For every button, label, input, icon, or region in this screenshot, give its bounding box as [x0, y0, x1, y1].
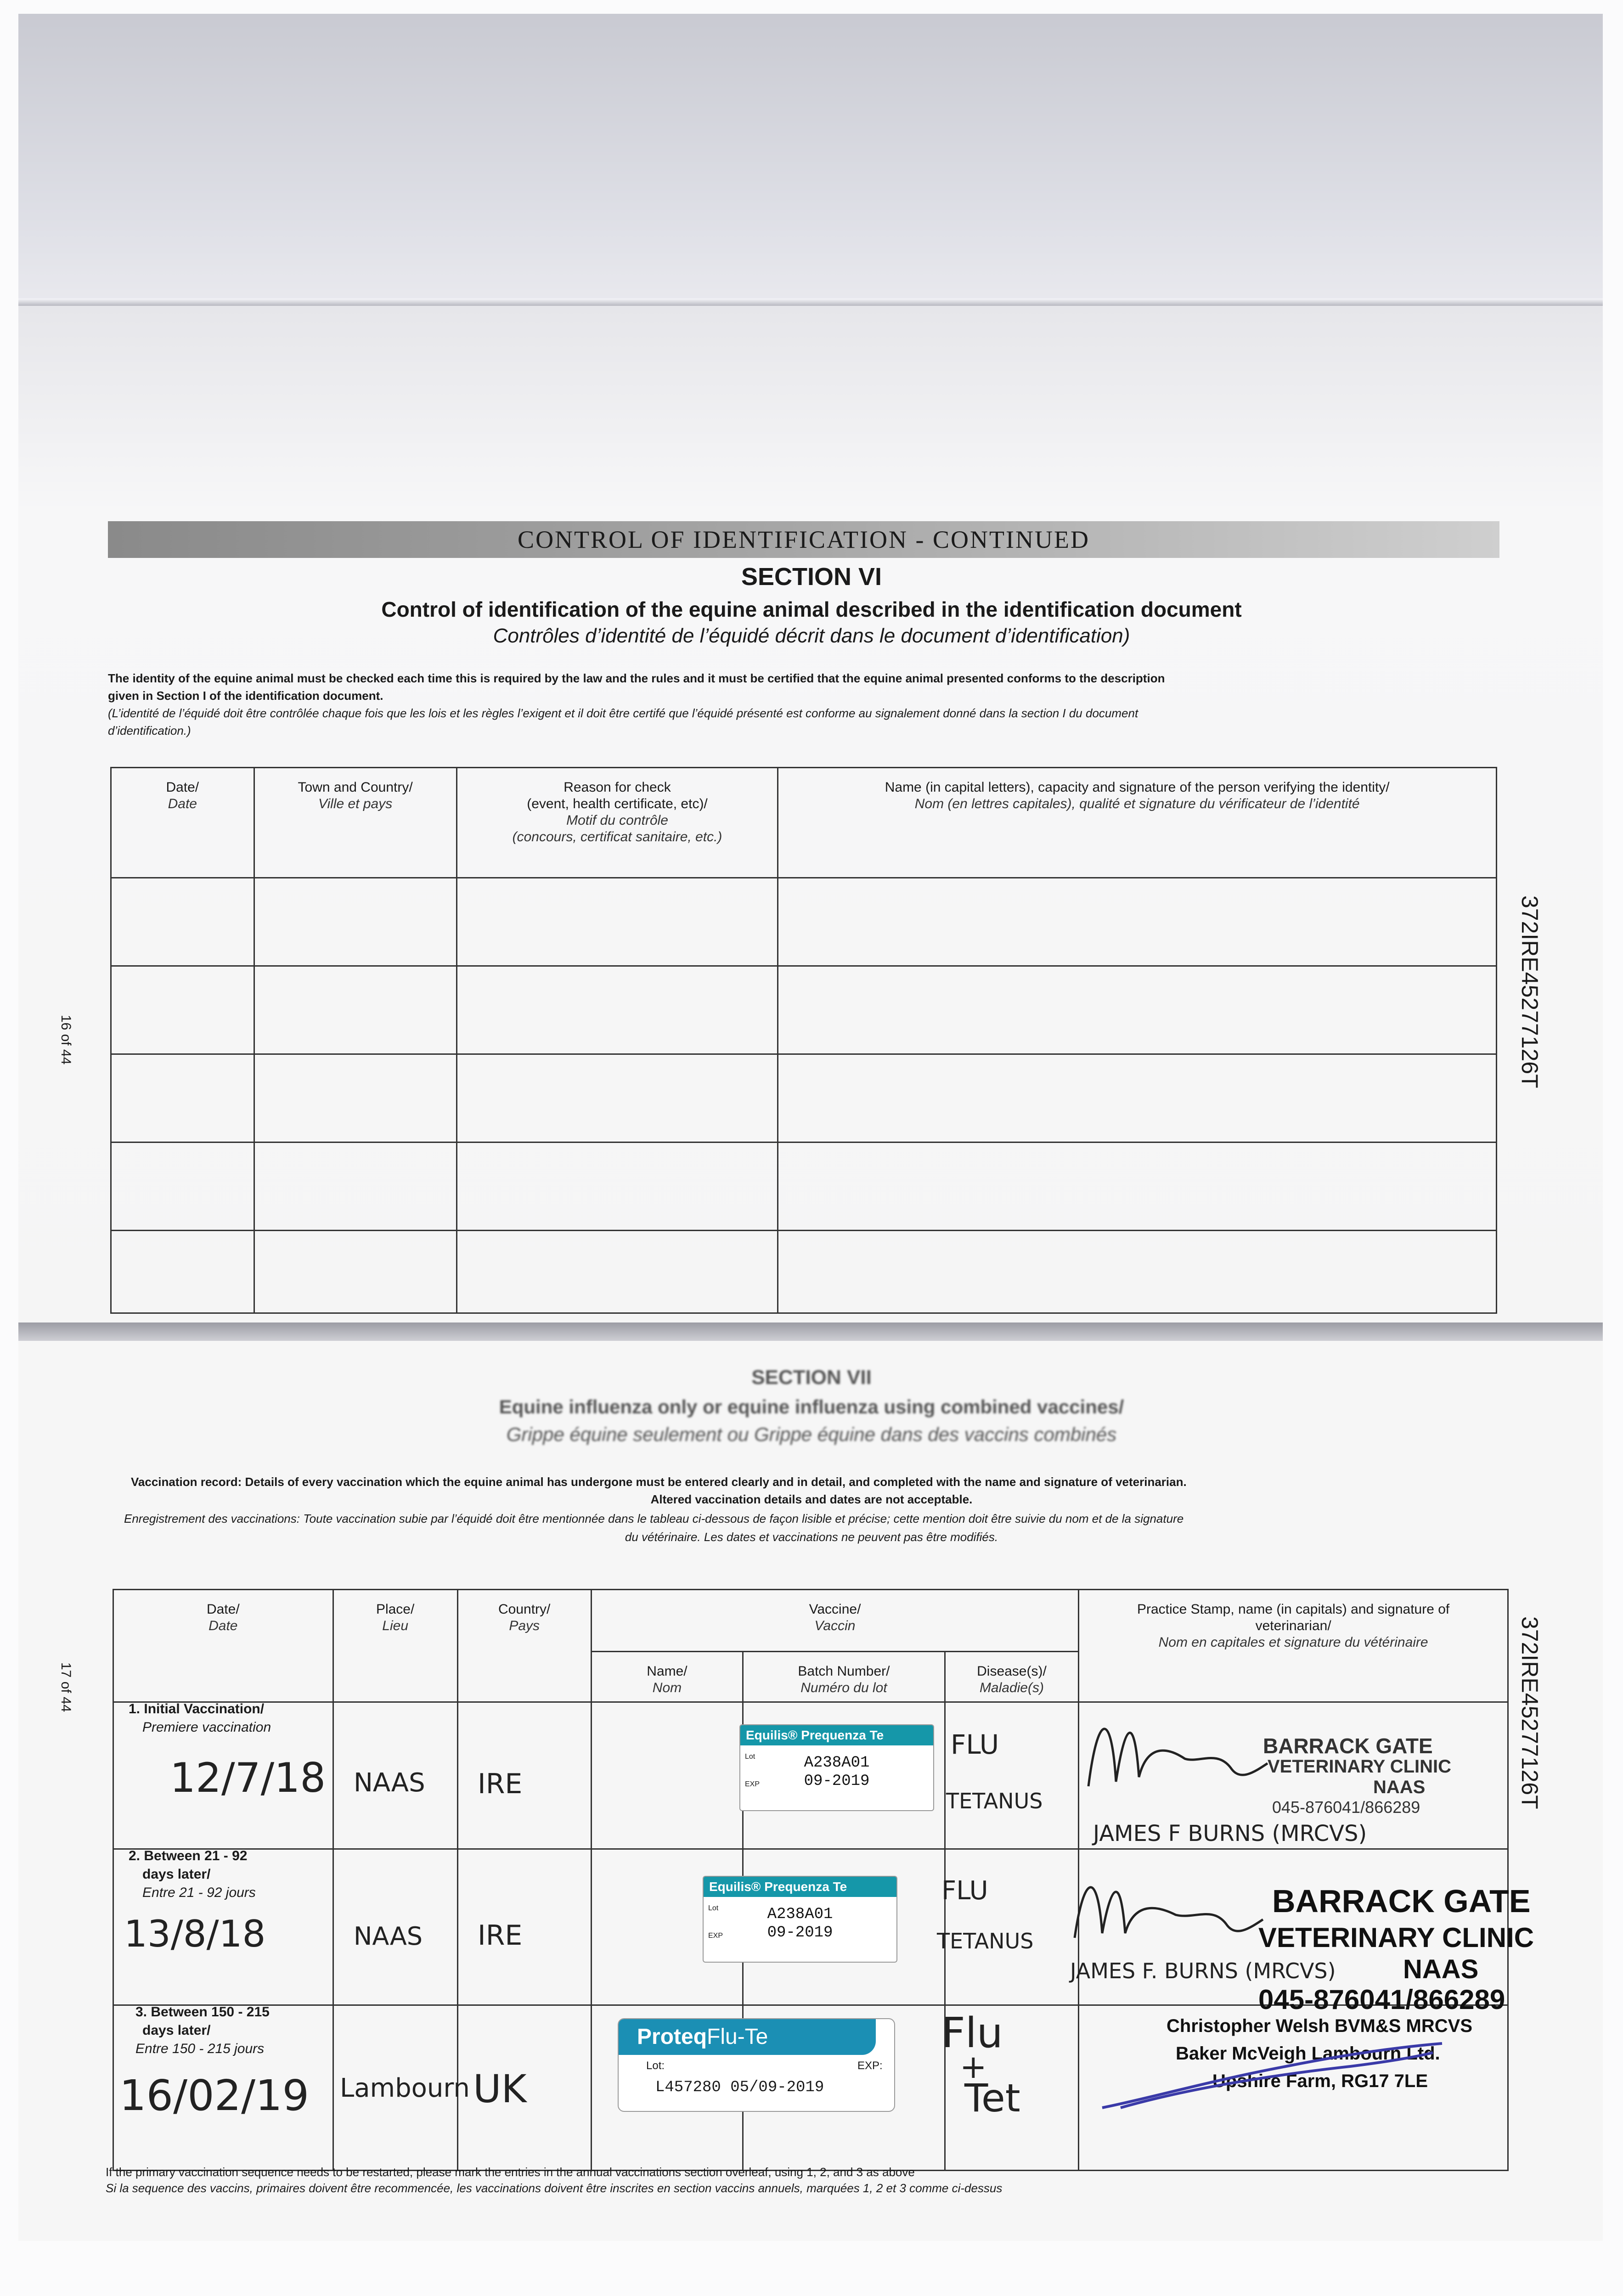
- row1-country: IRE: [478, 1768, 523, 1800]
- col-practice-stamp: Practice Stamp, name (in capitals) and signature of veterinarian/ Nom en capitales et signature du vétérinaire: [1079, 1590, 1508, 1702]
- table-row: [111, 1054, 1497, 1142]
- footnote-fr: Si la sequence des vaccins, primaires doivent être recommencée, les vaccinations doivent être inscrites en section vaccins annuels, marquées 1, 2 et 3 comme ci-dessus: [106, 2181, 1003, 2195]
- row3-date: 16/02/19: [119, 2071, 310, 2120]
- row3-stamp-line3: Upshire Farm, RG17 7LE: [1212, 2071, 1428, 2091]
- row3-disease-plus: +: [960, 2048, 987, 2086]
- col-name-signature: Name (in capital letters), capacity and signature of the person verifying the identity/ Nom (en lettres capitales), qualité et signature du vérificateur de l’identité: [778, 768, 1497, 878]
- col-batch-number: Batch Number/ Numéro du lot: [743, 1652, 945, 1702]
- row1-exp-tag: EXP: [745, 1780, 760, 1788]
- passport-id-bottom: 372IRE45277126T: [1517, 1616, 1543, 1809]
- col-date: Date/ Date: [111, 768, 254, 878]
- plastic-sleeve-edge: [18, 298, 1603, 306]
- row2-disease-tetanus: TETANUS: [937, 1929, 1034, 1953]
- row2-label-fr: Entre 21 - 92 jours: [142, 1885, 256, 1900]
- record-fr-line2: du vétérinaire. Les dates et vaccinations ne peuvent pas être modifiés.: [625, 1530, 998, 1544]
- col-town-country: Town and Country/ Ville et pays: [254, 768, 456, 878]
- row3-vaccine-brand: ProteqFlu-Te: [619, 2019, 876, 2055]
- section-vi-heading: SECTION VI: [741, 563, 882, 591]
- row1-place: NAAS: [354, 1768, 425, 1798]
- row3-exp-label: EXP:: [857, 2060, 883, 2072]
- row2-lot-tag: Lot: [708, 1904, 719, 1912]
- col-date: Date/ Date: [113, 1590, 333, 1702]
- section-vi-title-fr: Contrôles d’identité de l’équidé décrit dans le document d’identification): [493, 625, 1130, 647]
- row1-label-fr: Premiere vaccination: [142, 1720, 271, 1735]
- row1-stamp-line3: NAAS: [1373, 1777, 1426, 1797]
- row2-vet-name: JAMES F. BURNS (MRCVS): [1070, 1958, 1336, 1983]
- row1-expiry: 09-2019: [804, 1773, 870, 1790]
- record-en-line2: Altered vaccination details and dates are not acceptable.: [650, 1492, 973, 1506]
- row3-disease-tet: Tet: [964, 2076, 1020, 2121]
- row2-batch: A238A01: [767, 1906, 833, 1923]
- row3-stamp-line2: Baker McVeigh Lambourn Ltd.: [1176, 2043, 1440, 2064]
- row2-stamp-line3: NAAS: [1403, 1954, 1479, 1984]
- section-vi-title-en: Control of identification of the equine animal described in the identification document: [381, 597, 1242, 621]
- row3-batch-expiry: L457280 05/09-2019: [655, 2079, 824, 2096]
- row3-label-en2: days later/: [142, 2023, 211, 2038]
- row2-expiry: 09-2019: [767, 1924, 833, 1941]
- intro-fr-line1: (L’identité de l’équidé doit être contrôlée chaque fois que les lois et les règles l’exigent et il doit être certifé que l’équidé présenté est conforme au signalement donné dans la section I du document: [108, 706, 1138, 720]
- record-fr-line1: Enregistrement des vaccinations: Toute vaccination subie par l’équidé doit être mentionnée dans le tableau ci-dessous de façon lisible et précise; cette mention doit être suivie du nom et de la signature: [124, 1512, 1184, 1525]
- row1-stamp-phone: 045-876041/866289: [1272, 1798, 1420, 1817]
- plastic-sleeve-shadow: [18, 14, 1603, 303]
- page-number-17: 17 of 44: [58, 1662, 73, 1712]
- col-reason: Reason for check (event, health certificate, etc)/ Motif du contrôle (concours, certificat sanitaire, etc.): [456, 768, 778, 878]
- page-number-16: 16 of 44: [58, 1015, 73, 1065]
- record-en-line1: Vaccination record: Details of every vaccination which the equine animal has undergone must be entered clearly and in detail, and completed with the name and signature of veterinarian.: [131, 1475, 1187, 1489]
- row1-vet-signature: [1079, 1694, 1272, 1805]
- row3-disease-flu: Flu: [941, 2009, 1003, 2057]
- section-vii-title-fr: Grippe équine seulement ou Grippe équine dans des vaccins combinés: [506, 1424, 1117, 1445]
- row2-label-en: 2. Between 21 - 92: [129, 1848, 248, 1863]
- identification-check-table: [110, 767, 1497, 1314]
- row2-stamp-line2: VETERINARY CLINIC: [1258, 1922, 1534, 1953]
- intro-en-line1: The identity of the equine animal must be checked each time this is required by the law and the rules and it must be certified that the equine animal presented conforms to the description: [108, 671, 1165, 685]
- col-vaccine: Vaccine/ Vaccin: [591, 1590, 1078, 1652]
- row3-stamp-line1: Christopher Welsh BVM&S MRCVS: [1167, 2016, 1472, 2036]
- row1-vaccine-sticker: [739, 1724, 934, 1811]
- row2-disease-flu: FLU: [941, 1876, 988, 1906]
- row1-date: 12/7/18: [170, 1754, 326, 1801]
- row3-vaccine-sticker: [618, 2018, 895, 2112]
- row1-vet-name: JAMES F BURNS (MRCVS): [1093, 1821, 1367, 1846]
- table-row: [111, 1142, 1497, 1231]
- row1-vaccine-brand: Equilis® Prequenza Te: [740, 1725, 933, 1745]
- row3-label-en: 3. Between 150 - 215: [135, 2004, 270, 2020]
- row1-batch: A238A01: [804, 1754, 870, 1772]
- row2-exp-tag: EXP: [708, 1932, 723, 1940]
- intro-en-line2: given in Section I of the identification document.: [108, 689, 383, 703]
- table-row: [111, 966, 1497, 1054]
- row2-label-en2: days later/: [142, 1867, 211, 1882]
- row1-stamp-line2: VETERINARY CLINIC: [1268, 1756, 1452, 1777]
- row2-stamp-line1: BARRACK GATE: [1272, 1883, 1531, 1919]
- col-diseases: Disease(s)/ Maladie(s): [945, 1652, 1079, 1702]
- passport-id-top: 372IRE45277126T: [1517, 895, 1543, 1088]
- banner-title: CONTROL OF IDENTIFICATION - CONTINUED: [518, 526, 1090, 553]
- col-vaccine-name: Name/ Nom: [591, 1652, 743, 1702]
- row1-stamp-line1: BARRACK GATE: [1263, 1734, 1433, 1758]
- table-row: [111, 1231, 1497, 1313]
- row2-place: NAAS: [354, 1922, 423, 1951]
- row3-lot-label: Lot:: [646, 2060, 665, 2072]
- row1-label-en: 1. Initial Vaccination/: [129, 1701, 265, 1716]
- row3-country: UK: [473, 2066, 527, 2111]
- row2-vet-signature: [1065, 1855, 1268, 1956]
- intro-fr-line2: d’identification.): [108, 724, 191, 737]
- row3-place: Lambourn: [340, 2073, 470, 2103]
- row2-country: IRE: [478, 1919, 523, 1952]
- col-place: Place/ Lieu: [333, 1590, 457, 1702]
- row3-vet-signature: [1093, 2039, 1451, 2117]
- row1-lot-tag: Lot: [745, 1753, 755, 1761]
- col-country: Country/ Pays: [457, 1590, 591, 1702]
- table-row: [111, 878, 1497, 966]
- row2-date: 13/8/18: [124, 1913, 266, 1955]
- section-vii-title-en: Equine influenza only or equine influenza using combined vaccines/: [499, 1396, 1124, 1418]
- footnote-en: If the primary vaccination sequence needs to be restarted, please mark the entries in the annual vaccinations section overleaf, using 1, 2, and 3 as above: [106, 2165, 915, 2179]
- row3-label-fr: Entre 150 - 215 jours: [135, 2041, 265, 2056]
- row2-stamp-phone: 045-876041/866289: [1258, 1984, 1505, 2015]
- row2-vaccine-brand: Equilis® Prequenza Te: [704, 1877, 896, 1897]
- section-vii-heading: SECTION VII: [751, 1366, 872, 1389]
- row2-vaccine-sticker: [703, 1876, 897, 1963]
- row1-disease-flu: FLU: [951, 1729, 999, 1760]
- row1-disease-tetanus: TETANUS: [946, 1789, 1043, 1813]
